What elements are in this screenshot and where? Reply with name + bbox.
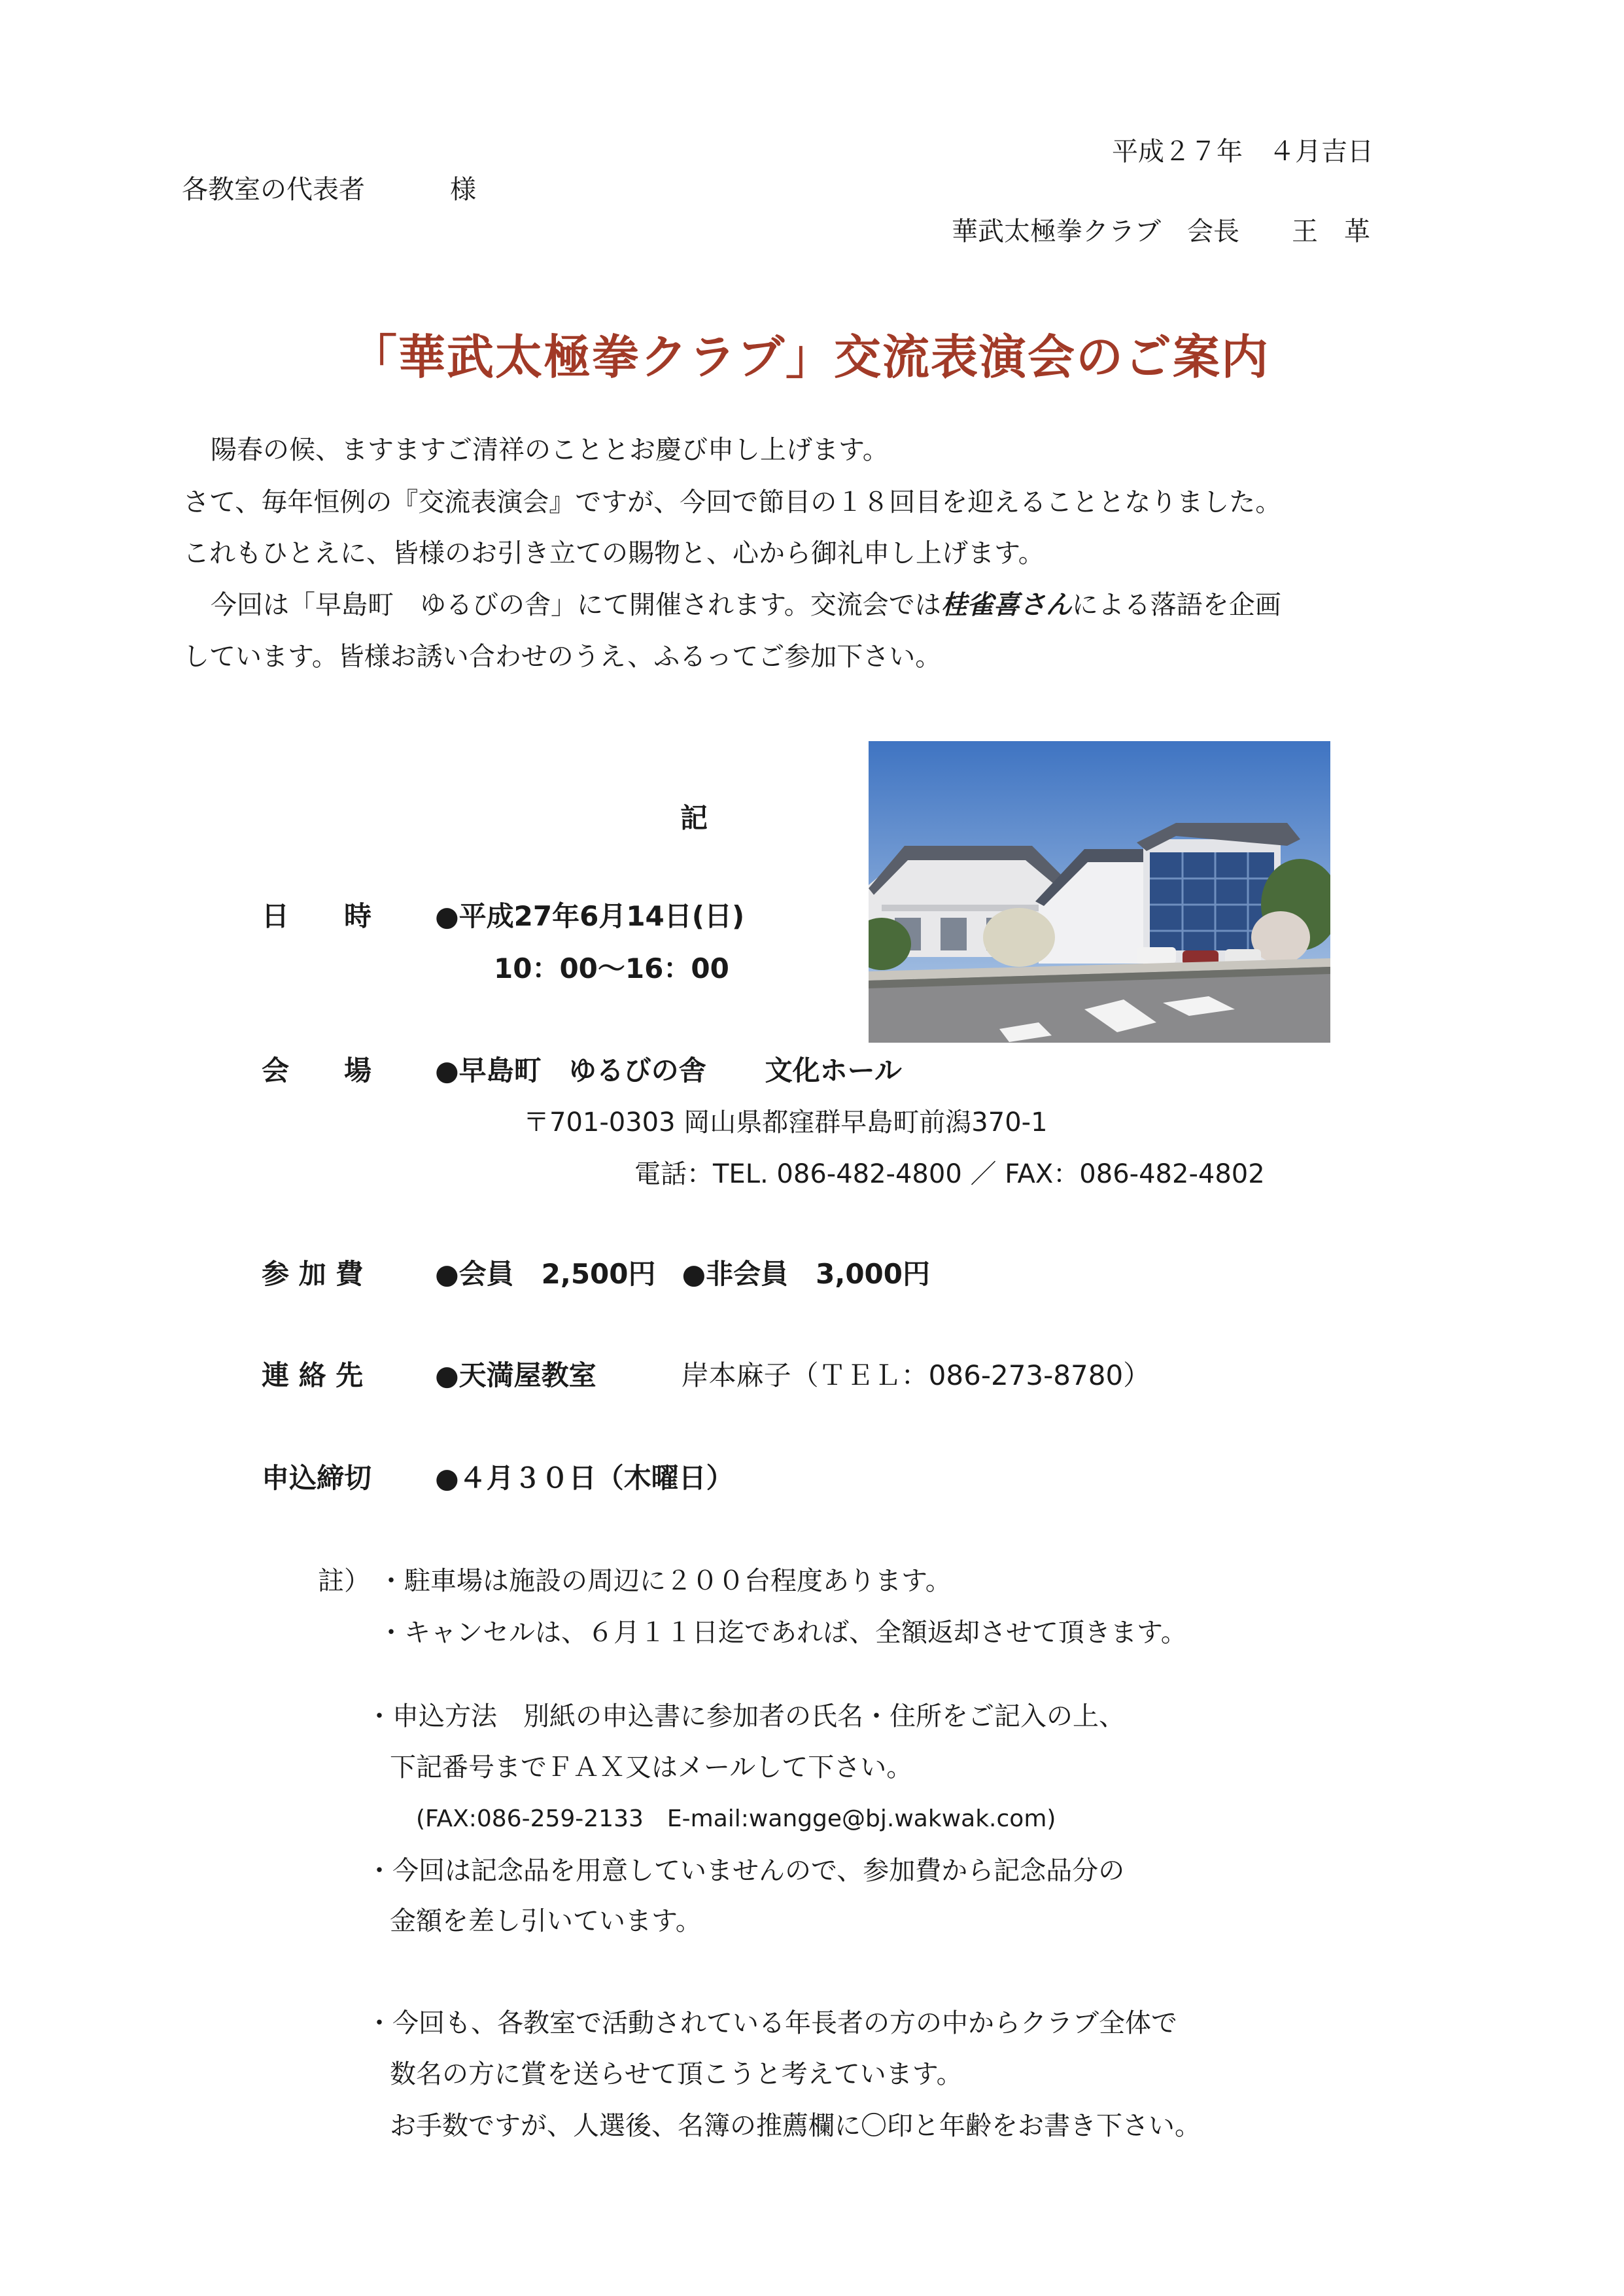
addressee-name: 各教室の代表者 [182, 175, 365, 205]
value-contact [435, 1354, 1150, 1393]
value-deadline: ●４月３０日（木曜日） [435, 1462, 734, 1494]
body-line-1: 陽春の候、ますますご清祥のこととお慶び申し上げます。 [211, 435, 889, 465]
venue-phone: 電話：TEL. 086-482-4800 ／ FAX：086-482-4802 [634, 1159, 1265, 1189]
note-souvenir-2: 金額を差し引いています。 [390, 1906, 702, 1936]
contact-classroom: ●天満屋教室 [435, 1359, 596, 1391]
label-venue: 会 場 [262, 1054, 372, 1087]
note-parking: ・駐車場は施設の周辺に２００台程度あります。 [378, 1566, 952, 1596]
note-award-3: お手数ですが、人選後、名簿の推薦欄に〇印と年齢をお書き下さい。 [390, 2111, 1201, 2141]
body-line-3: これもひとえに、皆様のお引き立ての賜物と、心から御礼申し上げます。 [183, 538, 1045, 568]
body-line-4-start: 今回は「早島町 ゆるびの舎」にて開催されます。交流会では [211, 590, 941, 620]
label-contact: 連 絡 先 [262, 1359, 364, 1391]
contact-person: 岸本麻子（ＴＥＬ：086-273-8780） [681, 1359, 1151, 1391]
notes-label: 註） [318, 1566, 370, 1596]
addressee [182, 169, 476, 206]
venue-hall: 文化ホール [765, 1054, 902, 1087]
label-deadline: 申込締切 [262, 1462, 372, 1494]
ki-heading: 記 [680, 802, 708, 834]
addressee-honorific: 様 [450, 175, 476, 205]
note-cancel: ・キャンセルは、６月１１日迄であれば、全額返却させて頂きます。 [378, 1618, 1187, 1648]
label-fee: 参 加 費 [262, 1258, 364, 1290]
body-line-5: しています。皆様お誘い合わせのうえ、ふるってご参加下さい。 [183, 642, 942, 672]
note-fax-email: (FAX:086-259-2133 E-mail:wangge@bj.wakwak.com) [416, 1805, 1056, 1832]
body-line-4-end: による落語を企画 [1071, 590, 1281, 620]
venue-photo [869, 741, 1330, 1043]
venue-address: 〒701-0303 岡山県都窪群早島町前潟370-1 [523, 1107, 1048, 1138]
value-venue [435, 1049, 902, 1088]
note-souvenir: ・今回は記念品を用意していませんので、参加費から記念品分の [366, 1856, 1125, 1886]
sender: 華武太極拳クラブ 会長 王 革 [952, 217, 1370, 247]
note-award-2: 数名の方に賞を送らせて頂こうと考えています。 [390, 2059, 963, 2089]
value-time: 10：00～16：00 [494, 952, 729, 984]
performer-name: 桂雀喜さん [941, 590, 1072, 620]
note-apply-method-2: 下記番号までＦＡＸ又はメールして下さい。 [390, 1752, 913, 1783]
note-apply-method: ・申込方法 別紙の申込書に参加者の氏名・住所をご記入の上、 [366, 1701, 1125, 1731]
value-date: ●平成27年6月14日(日) [435, 900, 745, 932]
document-date: 平成２７年 ４月吉日 [1112, 137, 1373, 167]
fee-member: ●会員 2,500円 [435, 1258, 656, 1290]
body-line-2: さて、毎年恒例の『交流表演会』ですが、今回で節目の１８回目を迎えることとなりました。 [183, 487, 1282, 517]
body-line-4 [211, 584, 1281, 621]
label-date: 日 時 [262, 900, 372, 932]
note-award: ・今回も、各教室で活動されている年長者の方の中からクラブ全体で [366, 2008, 1177, 2038]
fee-nonmember: ●非会員 3,000円 [682, 1258, 930, 1290]
document-title: 「華武太極拳クラブ」交流表演会のご案内 [350, 330, 1270, 385]
value-fee [435, 1253, 930, 1292]
venue-name: ●早島町 ゆるびの舎 [435, 1054, 706, 1087]
